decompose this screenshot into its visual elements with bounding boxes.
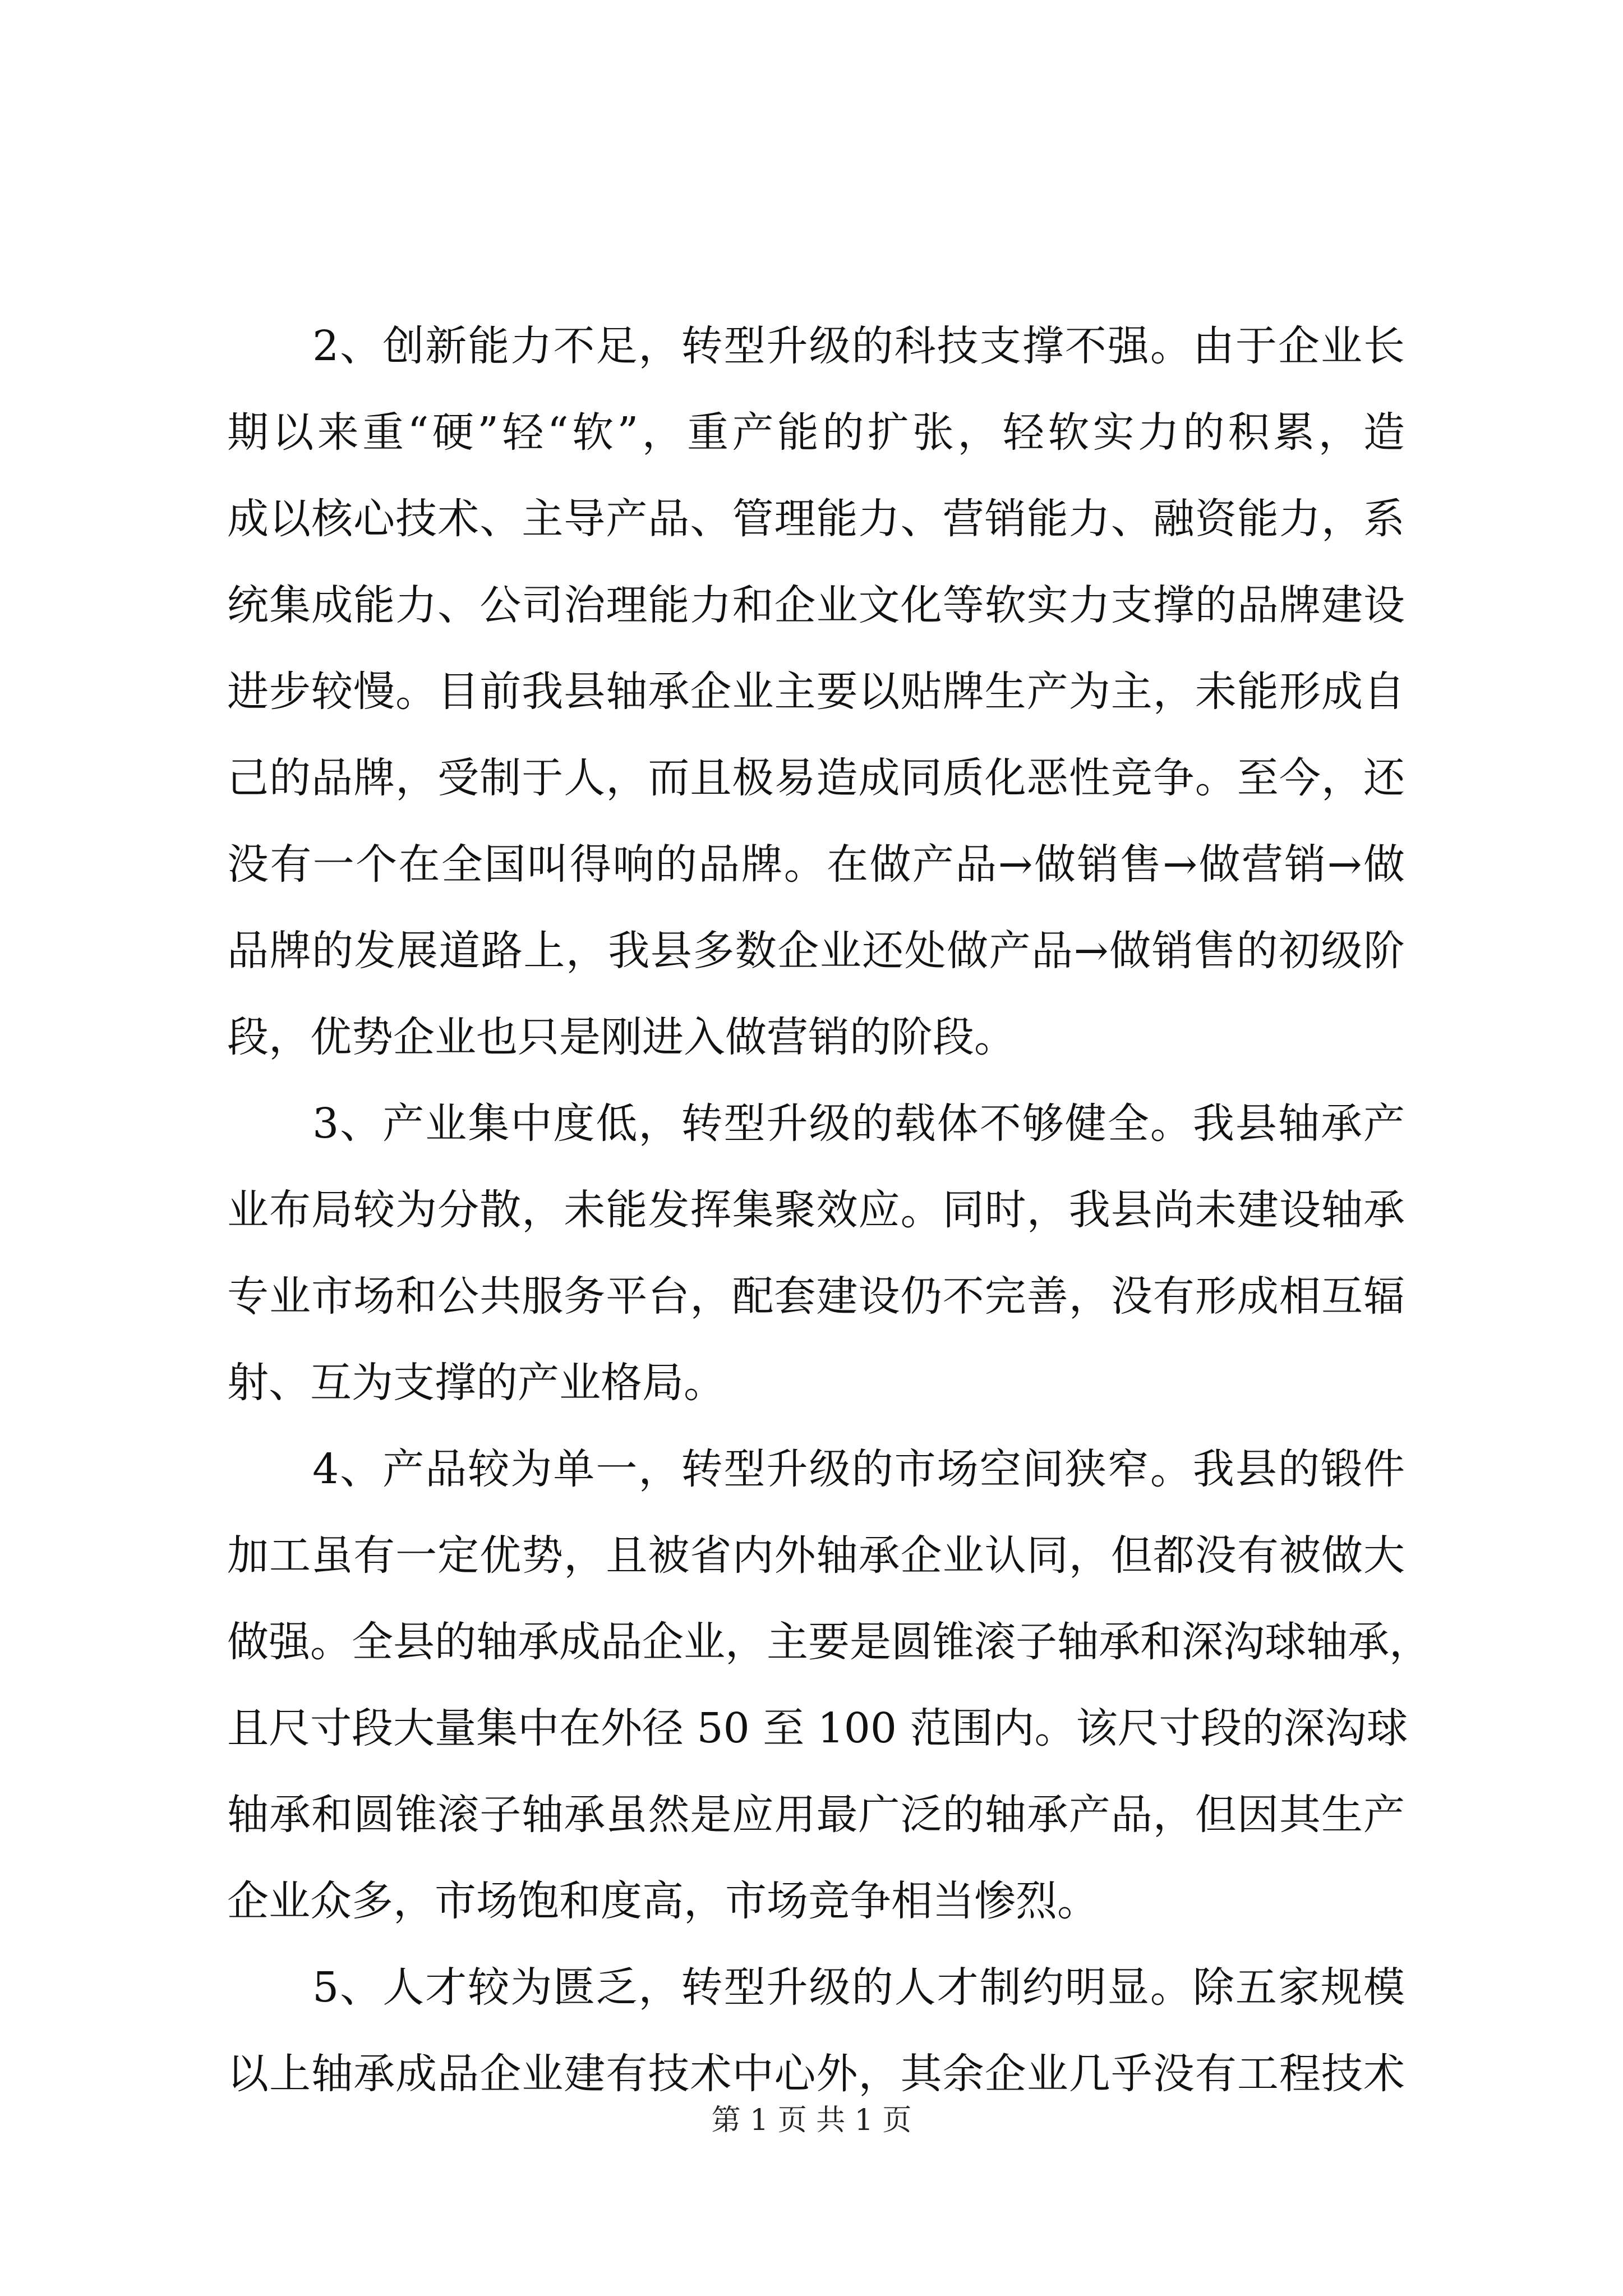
text-line: 轴承和圆锥滚子轴承虽然是应用最广泛的轴承产品，但因其生产	[227, 1791, 1405, 1839]
text-line: 做强。全县的轴承成品企业，主要是圆锥滚子轴承和深沟球轴承，	[227, 1618, 1431, 1666]
text-line: 品牌的发展道路上，我县多数企业还处做产品→做销售的初级阶	[227, 927, 1405, 975]
text-line: 2、创新能力不足，转型升级的科技支撑不强。由于企业长	[227, 322, 1405, 370]
text-line: 统集成能力、公司治理能力和企业文化等软实力支撑的品牌建设	[227, 581, 1405, 629]
text-line: 专业市场和公共服务平台，配套建设仍不完善，没有形成相互辐	[227, 1272, 1405, 1320]
text-line: 没有一个在全国叫得响的品牌。在做产品→做销售→做营销→做	[227, 840, 1405, 889]
text-line: 射、互为支撑的产业格局。	[227, 1359, 725, 1407]
text-line: 企业众多，市场饱和度高，市场竞争相当惨烈。	[227, 1877, 1099, 1925]
text-line: 己的品牌，受制于人，而且极易造成同质化恶性竞争。至今，还	[227, 754, 1405, 802]
text-line: 5、人才较为匮乏，转型升级的人才制约明显。除五家规模	[227, 1963, 1405, 2012]
text-line: 进步较慢。目前我县轴承企业主要以贴牌生产为主，未能形成自	[227, 668, 1405, 716]
text-line: 3、产业集中度低，转型升级的载体不够健全。我县轴承产	[227, 1099, 1405, 1148]
text-line: 期以来重“硬”轻“软”，重产能的扩张，轻软实力的积累，造	[227, 408, 1405, 457]
text-line: 4、产品较为单一，转型升级的市场空间狭窄。我县的锻件	[227, 1445, 1405, 1493]
page-footer: 第 1 页 共 1 页	[711, 2104, 912, 2137]
text-line: 业布局较为分散，未能发挥集聚效应。同时，我县尚未建设轴承	[227, 1186, 1405, 1234]
text-line: 且尺寸段大量集中在外径 50 至 100 范围内。该尺寸段的深沟球	[227, 1704, 1408, 1752]
body-text	[227, 303, 1431, 2117]
text-line: 加工虽有一定优势，且被省内外轴承企业认同，但都没有被做大	[227, 1531, 1405, 1580]
text-line: 段，优势企业也只是刚进入做营销的阶段。	[227, 1013, 1016, 1061]
text-line: 以上轴承成品企业建有技术中心外，其余企业几乎没有工程技术	[227, 2050, 1405, 2098]
text-line: 成以核心技术、主导产品、管理能力、营销能力、融资能力，系	[227, 495, 1405, 543]
